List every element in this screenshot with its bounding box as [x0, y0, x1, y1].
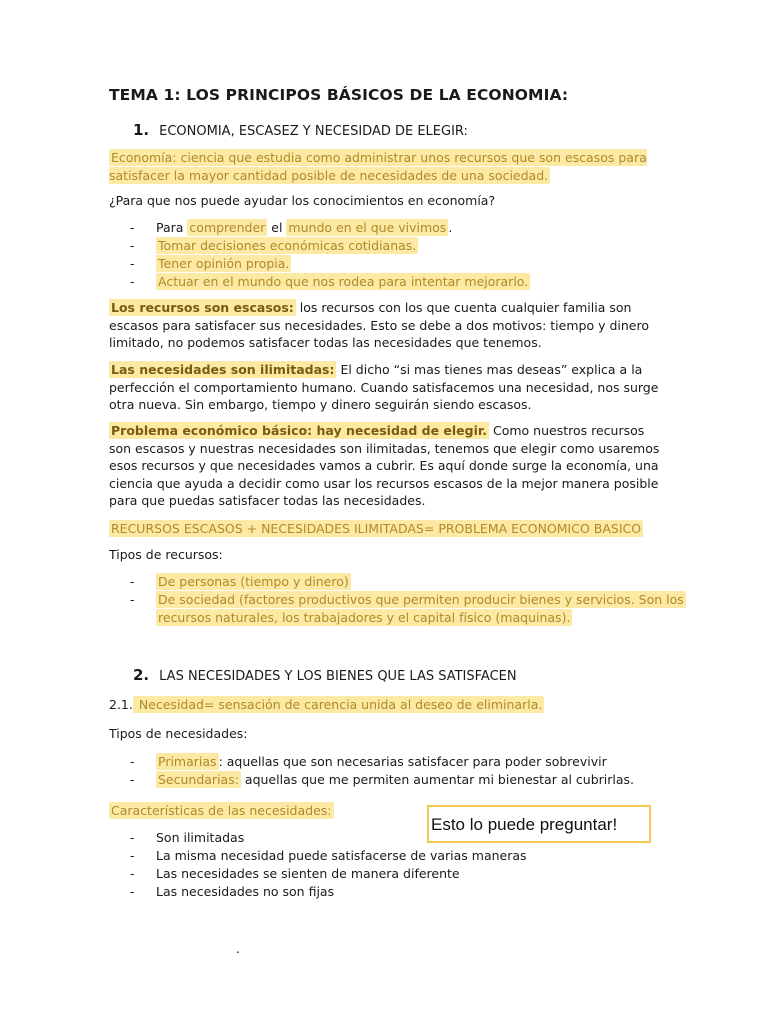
list-item: - Las necesidades no son fijas [130, 884, 335, 899]
page-title: TEMA 1: LOS PRINCIPOS BÁSICOS DE LA ECONOMIA: [109, 86, 569, 104]
list-item: - Son ilimitadas [130, 830, 245, 845]
list-item: - Secundarias: aquellas que me permiten aumentar mi bienestar al cubrirlas. [130, 772, 635, 787]
problema-highlight: Problema económico básico: hay necesidad de elegir. [111, 423, 488, 438]
caracteristicas-label: Características de las necesidades: [111, 803, 332, 818]
paragraph-recursos: Los recursos son escasos: los recursos con los que cuenta cualquier familia son escasos para satisfacer sus necesidades. Esto se debe a dos motivos: tiempo y dinero limitado, no podemos satisfacer todas las necesidades que tenemos. [109, 300, 649, 350]
list-item: - De personas (tiempo y dinero) [130, 574, 349, 589]
formula-text: RECURSOS ESCASOS + NECESIDADES ILIMITADAS= PROBLEMA ECONOMICO BASICO [111, 521, 642, 536]
recursos-highlight: Los recursos son escasos: [111, 300, 294, 315]
list-item: - Tener opinión propia. [130, 256, 290, 271]
question-text: ¿Para que nos puede ayudar los conocimientos en economía? [109, 193, 496, 208]
section-2-heading [133, 666, 517, 684]
list-item: - Tomar decisiones económicas cotidianas. [130, 238, 417, 253]
list-item: - La misma necesidad puede satisfacerse de varias maneras [130, 848, 527, 863]
list-uses [130, 219, 530, 291]
section-1-label: ECONOMIA, ESCASEZ Y NECESIDAD DE ELEGIR: [159, 124, 468, 139]
subsection-2-1: 2.1. Necesidad= sensación de carencia unida al deseo de eliminarla. [109, 697, 543, 712]
list-item: - Para comprender el mundo en el que vivimos . [130, 220, 453, 235]
list-item: - De sociedad (factores productivos que permiten producir bienes y servicios. Son los [130, 592, 684, 607]
list-necesidades [130, 753, 634, 789]
list-recursos [130, 573, 686, 627]
paragraph-problema: Problema económico básico: hay necesidad de elegir. Como nuestros recursos son escasos y nuestras necesidades son ilimitadas, tenemos que elegir como usaremos esos recursos y que necesidades vamos a cubrir. Es aquí donde surge la economía, una ciencia que ayuda a decidir como usar los recursos escasos de la mejor manera posible para que puedas satisfacer todas las necesidades. [109, 423, 660, 508]
formula-line [109, 520, 669, 538]
note-box: Esto lo puede preguntar! [427, 805, 651, 843]
tipos-necesidades-label: Tipos de necesidades: [109, 726, 248, 741]
list-item: - Primarias : aquellas que son necesarias satisfacer para poder sobrevivir [130, 754, 607, 769]
stray-dot: . [236, 940, 240, 956]
list-item: - Actuar en el mundo que nos rodea para intentar mejorarlo. [130, 274, 529, 289]
list-caracteristicas [130, 829, 527, 901]
list-item: recursos naturales, los trabajadores y el capital físico (maquinas). [158, 610, 571, 625]
necesidades-highlight: Las necesidades son ilimitadas: [111, 362, 335, 377]
necesidad-definition: Necesidad= sensación de carencia unida al deseo de eliminarla. [134, 697, 543, 712]
economia-definition [109, 149, 669, 184]
section-2-number: 2. [133, 666, 150, 684]
paragraph-necesidades: Las necesidades son ilimitadas: El dicho “si mas tienes mas deseas” explica a la perfección el comportamiento humano. Cuando satisfacemos una necesidad, nos surge otra nueva. Sin embargo, tiempo y dinero seguirán siendo escasos. [109, 362, 659, 412]
section-1-number: 1. [133, 121, 150, 139]
tipos-recursos-label: Tipos de recursos: [109, 547, 223, 562]
section-1-heading [133, 121, 468, 139]
section-2-label: LAS NECESIDADES Y LOS BIENES QUE LAS SATISFACEN [159, 669, 517, 684]
economia-definition-text: Economía: ciencia que estudia como administrar unos recursos que son escasos para satisfacer la mayor cantidad posible de necesidades de una sociedad. [109, 150, 647, 183]
list-item: - Las necesidades se sienten de manera diferente [130, 866, 460, 881]
